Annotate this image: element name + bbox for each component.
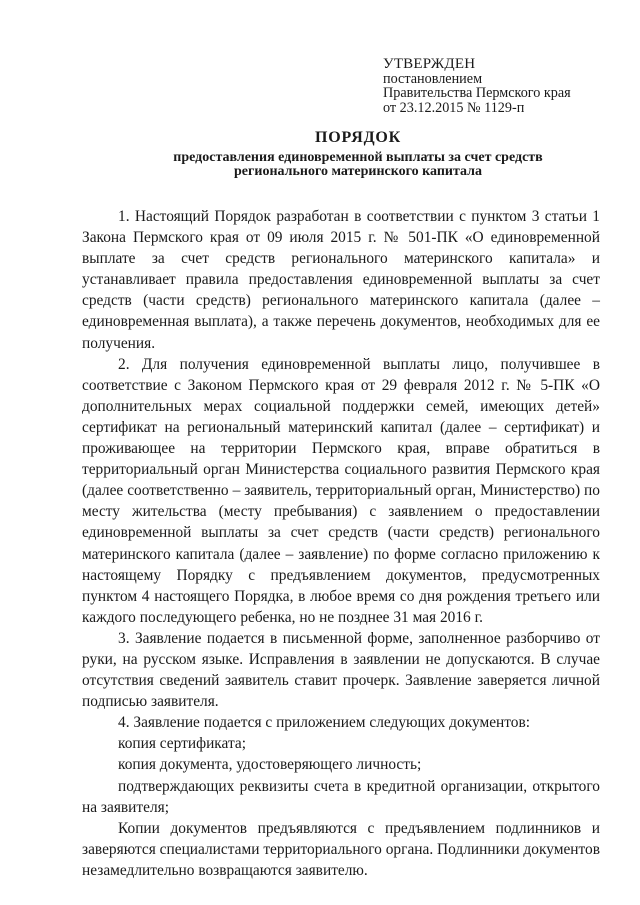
approval-heading: УТВЕРЖДЕН — [383, 56, 476, 72]
approval-line: Правительства Пермского края — [383, 85, 571, 101]
list-item: копия сертификата; — [118, 735, 247, 753]
document-title: ПОРЯДОК — [314, 129, 402, 146]
document-subtitle — [80, 151, 636, 179]
paragraph-2: 2. Для получения единовременной выплаты лицо, получившее в соответствие с Законом Пермского края от 29 февраля 2012 г. № 5-ПК «О дополнительных мерах социальной поддержки семей, имеющих детей» сертификат на региональный материнский капитал (далее – сертификат) и проживающее на территории Пермского края, вправе обратиться в территориальный орган Министерства социального развития Пермского края (далее соответственно – заявитель, территориальный орган, Министерство) по месту жительства (месту пребывания) с заявлением о предоставлении единовременной выплаты за счет средств (части средств) регионального материнского капитала (далее – заявление) по форме согласно приложению к настоящему Порядку с предъявлением документов, предусмотренных пунктом 4 настоящего Порядка, в любое время со дня рождения третьего или каждого последующего ребенка, но не позднее 31 мая 2016 г. — [82, 355, 600, 626]
paragraph-4: 4. Заявление подается с приложением следующих документов: — [118, 714, 531, 732]
subtitle-line: предоставления единовременной выплаты за счет средств — [173, 150, 543, 165]
document-body — [82, 206, 600, 881]
paragraph-1: 1. Настоящий Порядок разработан в соответствии с пунктом 3 статьи 1 Закона Пермского края от 09 июля 2015 г. № 501-ПК «О единовременной выплате за счет средств регионального материнского капитала» и устанавливает правила предоставления единовременной выплаты за счет средств (части средств) регионального материнского капитала (далее – единовременная выплата), а также перечень документов, необходимых для ее получения. — [82, 208, 600, 352]
subtitle-line: регионального материнского капитала — [234, 164, 482, 179]
approval-stamp — [383, 57, 623, 115]
paragraph-copies: Копии документов предъявляются с предъявлением подлинников и заверяются специалистами территориального органа. Подлинники документов незамедлительно возвращаются заявителю. — [82, 819, 600, 879]
approval-line: от 23.12.2015 № 1129-п — [383, 99, 525, 116]
paragraph-3: 3. Заявление подается в письменной форме, заполненное разборчиво от руки, на русском языке. Исправления в заявлении не допускаются. В случае отсутствия сведений заявитель ставит прочерк. Заявление заверяется личной подписью заявителя. — [82, 629, 600, 711]
list-item: копия документа, удостоверяющего личность; — [118, 756, 422, 774]
list-item: подтверждающих реквизиты счета в кредитной организации, открытого на заявителя; — [82, 777, 600, 816]
approval-line: постановлением — [383, 70, 483, 87]
